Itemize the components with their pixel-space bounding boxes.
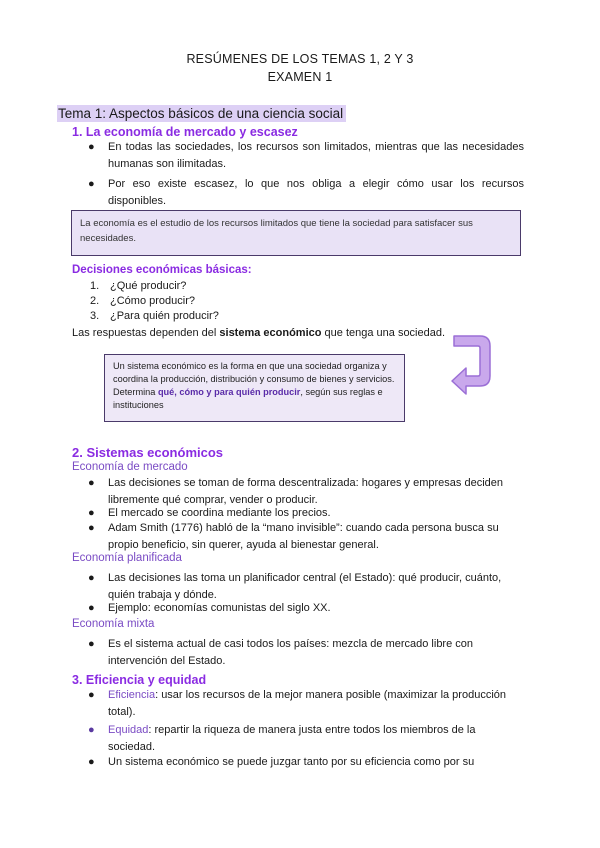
definition-box: La economía es el estudio de los recursos limitados que tiene la sociedad para satisfacer sus necesidades. [71, 210, 521, 256]
section3-heading: 3. Eficiencia y equidad [72, 673, 207, 687]
decision-item-1: 1. ¿Qué producir? [90, 280, 187, 292]
eficiencia-bullet: ● Eficiencia: usar los recursos de la mejor manera posible (maximizar la producción total). [88, 689, 506, 718]
bullet-dot-icon: ● [88, 638, 95, 650]
mixta-heading: Economía mixta [72, 618, 155, 630]
bullet-dot-icon: ● [88, 572, 95, 584]
mercado-bullet-3: ● Adam Smith (1776) habló de la “mano invisible”: cuando cada persona busca su propio beneficio, sin querer, ayuda al bienestar general. [88, 522, 499, 551]
planificada-heading: Economía planificada [72, 552, 182, 564]
bullet-dot-icon: ● [88, 178, 95, 190]
bullet-dot-icon: ● [88, 141, 95, 153]
juzgar-bullet: ● Un sistema económico se puede juzgar tanto por su eficiencia como por su [108, 754, 524, 771]
section1-bullet-1: ● En todas las sociedades, los recursos son limitados, mientras que las necesidades humanas son ilimitadas. [88, 141, 524, 170]
bullet-dot-icon: ● [88, 602, 95, 614]
bullet-dot-icon: ● [88, 756, 95, 768]
mixta-bullet-1: ● Es el sistema actual de casi todos los países: mezcla de mercado libre con intervención del Estado. [88, 638, 474, 667]
bullet-dot-icon: ● [88, 507, 95, 519]
equidad-bullet: ● Equidad: repartir la riqueza de manera justa entre todos los miembros de la sociedad. [88, 724, 476, 753]
tema1-heading: Tema 1: Aspectos básicos de una ciencia social [57, 105, 346, 122]
bullet-dot-icon: ● [88, 522, 95, 534]
bullet-dot-icon: ● [88, 689, 95, 701]
section2-heading: 2. Sistemas económicos [72, 445, 224, 460]
planificada-bullet-2: ● Ejemplo: economías comunistas del siglo XX. [108, 600, 524, 617]
planificada-bullet-1: ● Las decisiones las toma un planificador central (el Estado): qué producir, cuánto, quién trabaja y dónde. [88, 572, 502, 601]
section1-bullet-2: ● Por eso existe escasez, lo que nos obliga a elegir cómo usar los recursos disponibles. [88, 178, 524, 207]
curved-arrow-icon [448, 330, 496, 400]
decision-item-2: 2. ¿Cómo producir? [90, 295, 195, 307]
bullet-dot-icon: ● [88, 477, 95, 489]
bullet-dot-icon: ● [88, 724, 95, 736]
decisiones-answer: Las respuestas dependen del sistema económico que tenga una sociedad. [72, 327, 446, 339]
mercado-bullet-1: ● Las decisiones se toman de forma descentralizada: hogares y empresas deciden libremente qué comprar, vender o producir. [88, 477, 504, 506]
sistema-definition-box: Un sistema económico es la forma en que una sociedad organiza y coordina la producción, distribución y consumo de bienes y servicios. Determina qué, cómo y para quién producir, según sus reglas e instituciones [104, 354, 405, 422]
document-subtitle: EXAMEN 1 [267, 70, 333, 84]
document-title: RESÚMENES DE LOS TEMAS 1, 2 Y 3 [186, 52, 414, 66]
mercado-bullet-2: ● El mercado se coordina mediante los precios. [108, 505, 524, 522]
section1-heading: 1. La economía de mercado y escasez [72, 125, 298, 139]
decision-item-3: 3. ¿Para quién producir? [90, 310, 219, 322]
mercado-heading: Economía de mercado [72, 461, 188, 473]
decisiones-heading: Decisiones económicas básicas: [72, 264, 252, 276]
